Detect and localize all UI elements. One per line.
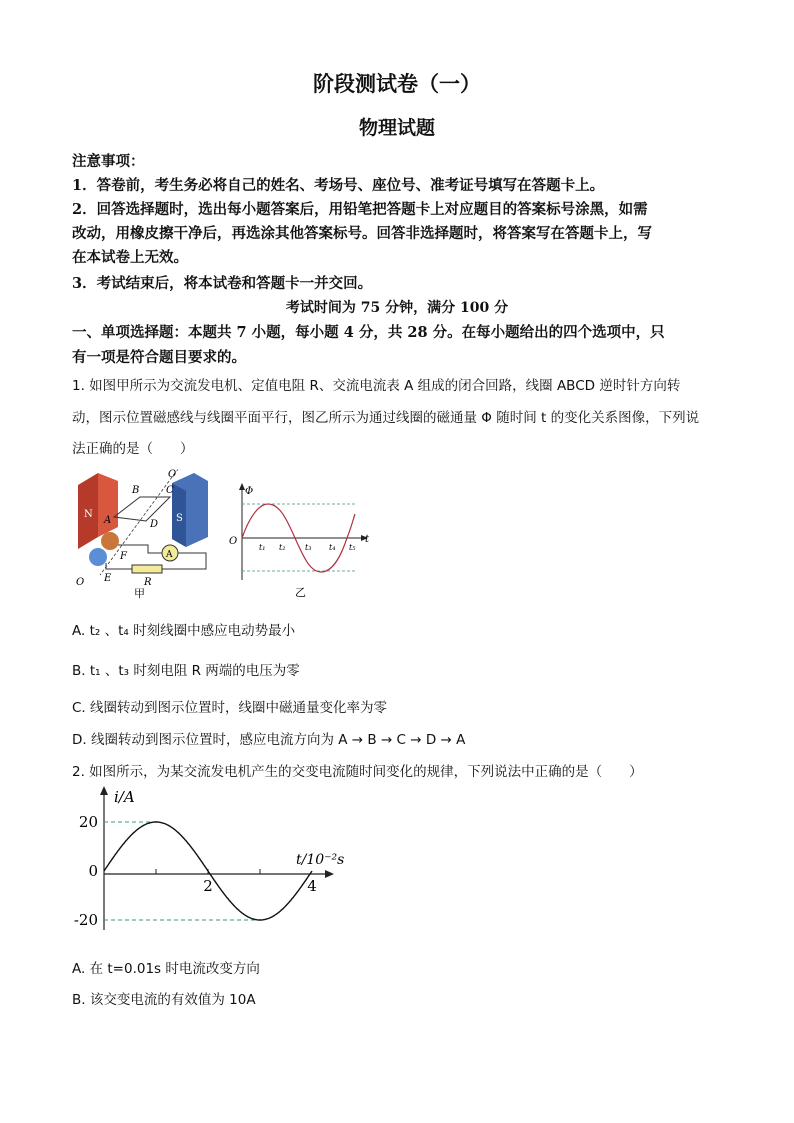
wire [106, 563, 132, 569]
label-s: S [176, 513, 183, 524]
q1-option-a: A. t₂ 、t₄ 时刻线圈中感应电动势最小 [72, 623, 296, 639]
slip-ring [101, 532, 119, 550]
tick-t3: t₃ [305, 543, 312, 552]
notice-item: 改动，用橡皮擦干净后，再选涂其他答案标号。回答非选择题时，将答案写在答题卡上，写 [72, 225, 652, 242]
q1-stem: 动，图示位置磁感线与线圈平面平行，图乙所示为通过线圈的磁通量 Φ 随时间 t 的变化关系图像，下列说 [72, 410, 700, 426]
x-axis-label: t/10⁻²s [296, 852, 345, 868]
q1-option-d: D. 线圈转动到图示位置时，感应电流方向为 A → B → C → D → A [72, 732, 466, 748]
paper-title: 阶段测试卷（一） [313, 71, 481, 96]
tick-t1: t₁ [259, 543, 266, 552]
label-f: F [120, 551, 127, 562]
tick-t2: t₂ [279, 543, 286, 552]
label-n: N [84, 509, 93, 520]
y-tick-label: -20 [73, 911, 98, 929]
paper-subtitle: 物理试题 [358, 117, 435, 139]
series-line [104, 822, 312, 920]
q2-stem: 2. 如图所示，为某交流发电机产生的交变电流随时间变化的规律，下列说法中正确的是（ ） [72, 764, 643, 780]
flux-graph [225, 480, 375, 602]
axis-label-phi: Φ [245, 486, 254, 497]
notice-item: 在本试卷上无效。 [72, 249, 188, 266]
notice-item: 1．答卷前，考生务必将自己的姓名、考场号、座位号、准考证号填写在答题卡上。 [72, 177, 605, 194]
section-heading: 一、单项选择题：本题共 7 小题，每小题 4 分，共 28 分。在每小题给出的四个选项中，只 [72, 324, 665, 341]
tick-t5: t₅ [349, 543, 356, 552]
ammeter-label: A [166, 550, 173, 560]
magnet-n-face [98, 473, 118, 537]
figure-caption: 甲 [134, 587, 145, 600]
section-heading-cont: 有一项是符合题目要求的。 [72, 349, 246, 366]
q1-stem: 法正确的是（ ） [72, 441, 194, 457]
y-axis-label: i/A [114, 788, 135, 806]
label-d: D [150, 519, 159, 530]
slip-ring [89, 548, 107, 566]
label-a: A [104, 515, 112, 526]
notice-item: 2．回答选择题时，选出每小题答案后，用铅笔把答题卡上对应题目的答案标号涂黑，如需 [72, 201, 648, 218]
notice-heading: 注意事项： [72, 153, 145, 170]
generator-figure [70, 465, 220, 600]
origin-label: O [229, 536, 238, 547]
axis-label-t: t [365, 534, 370, 545]
q1-option-c: C. 线圈转动到图示位置时，线圈中磁通量变化率为零 [72, 700, 388, 716]
x-tick-label: 2 [203, 877, 213, 895]
y-tick-label: 20 [78, 813, 98, 831]
label-c: C [166, 485, 174, 496]
q2-option-b: B. 该交变电流的有效值为 10A [72, 992, 256, 1008]
x-axis-arrow [325, 870, 334, 878]
notice-item: 3．考试结束后，将本试卷和答题卡一并交回。 [72, 275, 373, 292]
tick-t4: t₄ [329, 543, 336, 552]
resistor [132, 565, 162, 573]
current-time-chart [70, 782, 360, 942]
label-e: E [104, 573, 112, 584]
q2-option-a: A. 在 t=0.01s 时电流改变方向 [72, 961, 260, 977]
label-r: R [144, 577, 152, 588]
figure-caption: 乙 [295, 586, 306, 599]
x-tick-label: 4 [307, 877, 317, 895]
q1-stem: 1. 如图甲所示为交流发电机、定值电阻 R、交流电流表 A 组成的闭合回路，线圈 ABCD 逆时针方向转 [72, 378, 681, 394]
label-o: O [76, 577, 85, 588]
exam-info: 考试时间为 75 分钟，满分 100 分 [285, 300, 509, 316]
label-o-prime: O′ [168, 469, 179, 480]
y-tick-label: 0 [88, 862, 98, 880]
q1-option-b: B. t₁ 、t₃ 时刻电阻 R 两端的电压为零 [72, 663, 300, 679]
y-axis-arrow [100, 786, 108, 795]
label-b: B [132, 485, 140, 496]
